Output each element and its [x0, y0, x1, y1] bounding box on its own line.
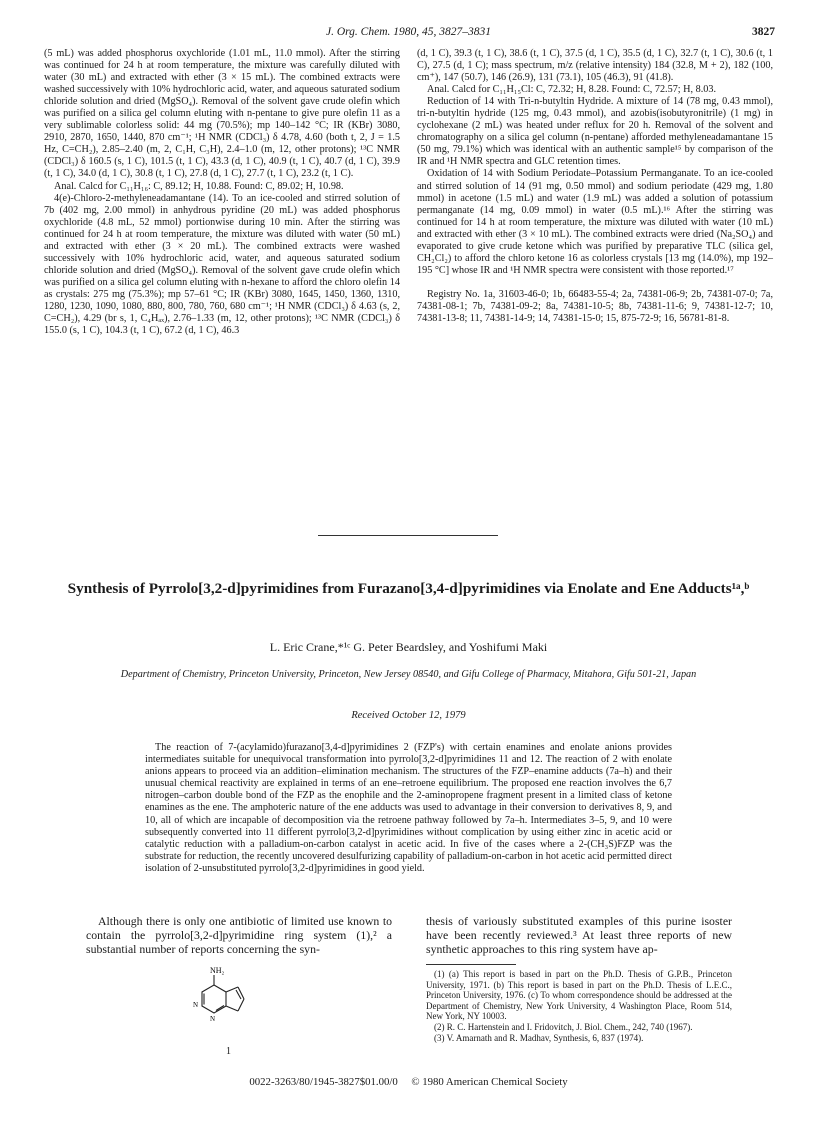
svg-text:N: N	[210, 1015, 216, 1023]
price-code: 0022-3263/80/1945-3827$01.00/0	[249, 1076, 398, 1088]
paragraph: 4(e)-Chloro-2-methyleneadamantane (14). To an ice-cooled and stirred solution of 7b (402 mg, 2.00 mmol) in anhydrous pyridine (20 mL) was added phosphorus oxychloride (4.8 mL, 52 mmol) portionwise during 10 min. After the stirring was continued for 24 h at room temperature, the mixture was diluted with water (50 mL) and extracted with ether (3 × 20 mL). The combined extracts were washed successively with 10% hydrochloric acid, water, and aqueous saturated sodium chloride solution and dried (MgSO₄). Removal of the solvent gave crude olefin which was purified on a silica gel column eluting with n-hexane to afford the chloro olefin 14 as crystals: 275 mg (75.3%); mp 57–61 °C; IR (KBr) 3080, 1645, 1450, 1360, 1310, 1280, 1230, 1090, 1080, 880, 800, 780, 760, 680 cm⁻¹; ¹H NMR (CDCl₃) δ 4.63 (s, 2, C=CH₂), 4.29 (br s, 1, C₄Hₐₓ), 2.76–1.33 (m, 12, other protons); ¹³C NMR (CDCl₃) δ 155.0 (s, 1 C), 104.3 (t, 1 C), 67.2 (d, 1 C), 46.3	[44, 192, 400, 337]
journal-citation: J. Org. Chem. 1980, 45, 3827–3831	[325, 26, 492, 38]
registry-numbers: Registry No. 1a, 31603-46-0; 1b, 66483-55-4; 2a, 74381-06-9; 2b, 74381-07-0; 7a, 74381-08-1; 7b, 74381-09-2; 8a, 74381-10-5; 8b, 74381-11-6; 9, 74381-12-7; 10, 74381-13-8; 11, 74381-14-9; 14, 74381-15-0; 15, 875-72-9; 16, 56781-81-8.	[417, 288, 773, 324]
structure-nh2-label: NH₂	[210, 966, 225, 975]
article-authors: L. Eric Crane,*¹ᶜ G. Peter Beardsley, and Yoshifumi Maki	[269, 640, 548, 654]
footnote: (3) V. Amarnath and R. Madhav, Synthesis, 6, 837 (1974).	[434, 1032, 644, 1043]
footnotes	[426, 969, 732, 1043]
paragraph: Oxidation of 14 with Sodium Periodate–Potassium Permanganate. To an ice-cooled and stirred solution of 14 (91 mg, 0.50 mmol) and sodium periodate (429 mg, 1.80 mmol) in acetone (1.5 mL) and water (1.9 mL) was added a solution of potassium permanganate (14 mg, 0.09 mmol) in water (0.5 mL).¹⁶ After the stirring was continued for 14 h at room temperature, the mixture was diluted with water (10 mL) and extracted with ether (3 × 10 mL). The combined extracts were dried (Na₂SO₄) and evaporated to give crude ketone which was purified by preparative TLC (silica gel, CH₂Cl₂) to afford the chloro ketone 16 as colorless crystals [13 mg (14.0%), mp 192–195 °C] whose IR and ¹H NMR spectra were consistent with those reported.¹⁷	[417, 168, 773, 276]
prev-article-right-column	[417, 48, 773, 325]
paragraph: Anal. Calcd for C₁₁H₁₅Cl: C, 72.32; H, 8.28. Found: C, 72.57; H, 8.03.	[427, 84, 716, 96]
article-title: Synthesis of Pyrrolo[3,2-d]pyrimidines from Furazano[3,4-d]pyrimidines via Enolate and Ene Adducts¹ᵃ,ᵇ	[67, 580, 750, 597]
received-date: Received October 12, 1979	[351, 710, 466, 721]
article-affiliation: Department of Chemistry, Princeton University, Princeton, New Jersey 08540, and Gifu College of Pharmacy, Mitahora, Gifu 501-21, Japan	[120, 669, 697, 680]
footnote: (2) R. C. Hartenstein and I. Fridovitch, J. Biol. Chem., 242, 740 (1967).	[434, 1021, 693, 1032]
abstract: The reaction of 7-(acylamido)furazano[3,4-d]pyrimidines 2 (FZP's) with certain enamines and enolate anions provides intermediates suitable for unequivocal transformation into pyrrolo[3,2-d]pyrimidines 11 and 12. The reaction of 2 with enolate anions appears to proceed via an addition–elimination mechanism. The structures of the FZP–enamine adducts (7a–h) and their unusual chemical reactivity are explained in terms of an ene–retroene equilibrium. The proposed ene reaction involves the 6,7 nitrogen–carbon double bond of the FZP as the enophile and the 2-aminopropene fragment present in a limited class of ketone enamines as the ene. The amphoteric nature of the ene adducts was used to advantage in their conversion to derivatives 8, 9, and 10, all of which are incapable of decomposition via the retroene pathway followed by 7a–h. Intermediates 3–5, 9, and 10 were subsequently converted into 11 different pyrrolo[3,2-d]pyrimidines without complication by using either zinc in acetic acid or catalytic reduction with a palladium-on-carbon catalyst in acetic acid. In five of the cases where a 2-(CH₃S)FZP was the substrate for reduction, the recently uncovered desulfurizing capability of palladium-on-carbon in hot acetic acid permitted direct isolation of 2-unsubstituted pyrrolo[3,2-d]pyrimidines in good yield.	[145, 742, 672, 874]
structure-number: 1	[226, 1046, 231, 1057]
paragraph: (d, 1 C), 39.3 (t, 1 C), 38.6 (t, 1 C), 37.5 (d, 1 C), 35.5 (d, 1 C), 32.7 (t, 1 C), 30.6 (t, 1 C), 27.5 (d, 1 C); mass spectrum, m/z (relative intensity) 184 (32.8, M + 2), 182 (100, cm⁺), 147 (50.7), 146 (26.9), 131 (73.1), 105 (46.3), 91 (41.8).	[417, 48, 773, 84]
paragraph: Anal. Calcd for C₁₁H₁₆: C, 89.12; H, 10.88. Found: C, 89.02; H, 10.98.	[54, 180, 344, 192]
page-footer	[0, 1076, 817, 1088]
copyright: © 1980 American Chemical Society	[411, 1076, 568, 1088]
page-number: 3827	[752, 26, 775, 38]
paragraph: Reduction of 14 with Tri-n-butyltin Hydride. A mixture of 14 (78 mg, 0.43 mmol), tri-n-butyltin hydride (125 mg, 0.43 mmol), and azobis(isobutyronitrile) (1 mg) in cyclohexane (2 mL) was heated under reflux for 20 h. Removal of the solvent and chromatography on a silica gel column (n-pentane) afforded methyleneadamantane 15 (50 mg, 79.1%) which was identical with an authentic sample¹⁵ by comparison of the IR and ¹H NMR spectra and GLC retention times.	[417, 96, 773, 168]
prev-article-left-column	[44, 48, 400, 337]
intro-right-column: thesis of variously substituted examples of this purine isoster have been recently reviewed.³ At least three reports of new synthetic approaches to this ring system have ap-	[426, 914, 732, 956]
svg-text:N: N	[193, 1001, 199, 1009]
paragraph: (5 mL) was added phosphorus oxychloride (1.01 mL, 11.0 mmol). After the stirring was continued for 24 h at room temperature, the mixture was carefully diluted with water (30 mL) and extracted with ether (3 × 15 mL). The combined extracts were washed successively with 10% hydrochloric acid, water, and aqueous saturated sodium chloride solution and dried (MgSO₄). Removal of the solvent gave crude olefin which was purified on a silica gel column eluting with n-pentane to give pure olefin 11 as a very sublimable colorless solid: 44 mg (70.5%); mp 140–142 °C; IR (KBr) 3080, 2910, 2870, 1650, 1440, 870 cm⁻¹; ¹H NMR (CDCl₃) δ 4.78, 4.60 (both t, 2, J = 1.5 Hz, C=CH₂), 2.85–2.40 (m, 2, C₁H, C₃H), 2.4–1.0 (m, 12, other protons); ¹³C NMR (CDCl₃) δ 160.5 (s, 1 C), 101.5 (t, 1 C), 43.3 (d, 1 C), 40.9 (t, 1 C), 40.7 (d, 1 C), 39.9 (t, 1 C), 34.0 (d, 1 C), 30.8 (t, 1 C), 27.8 (d, 1 C), 27.7 (t, 1 C), 23.2 (t, 1 C).	[44, 48, 400, 180]
article-separator	[318, 535, 498, 536]
footnote-rule	[426, 964, 516, 965]
running-header	[0, 26, 817, 42]
intro-left-column: Although there is only one antibiotic of limited use known to contain the pyrrolo[3,2-d]pyrimidine ring system (1),² a substantial number of reports concerning the syn-	[86, 914, 392, 956]
footnote: (1) (a) This report is based in part on the Ph.D. Thesis of G.P.B., Princeton University, 1971. (b) This report is based in part on the Ph.D. Thesis of L.E.C., Princeton University, 1976. (c) To whom correspondence should be addressed at the Department of Chemistry, New York University, 4 Washington Place, Room 514, New York, NY 10003.	[426, 969, 732, 1022]
pyrrolopyrimidine-structure	[190, 965, 270, 1029]
